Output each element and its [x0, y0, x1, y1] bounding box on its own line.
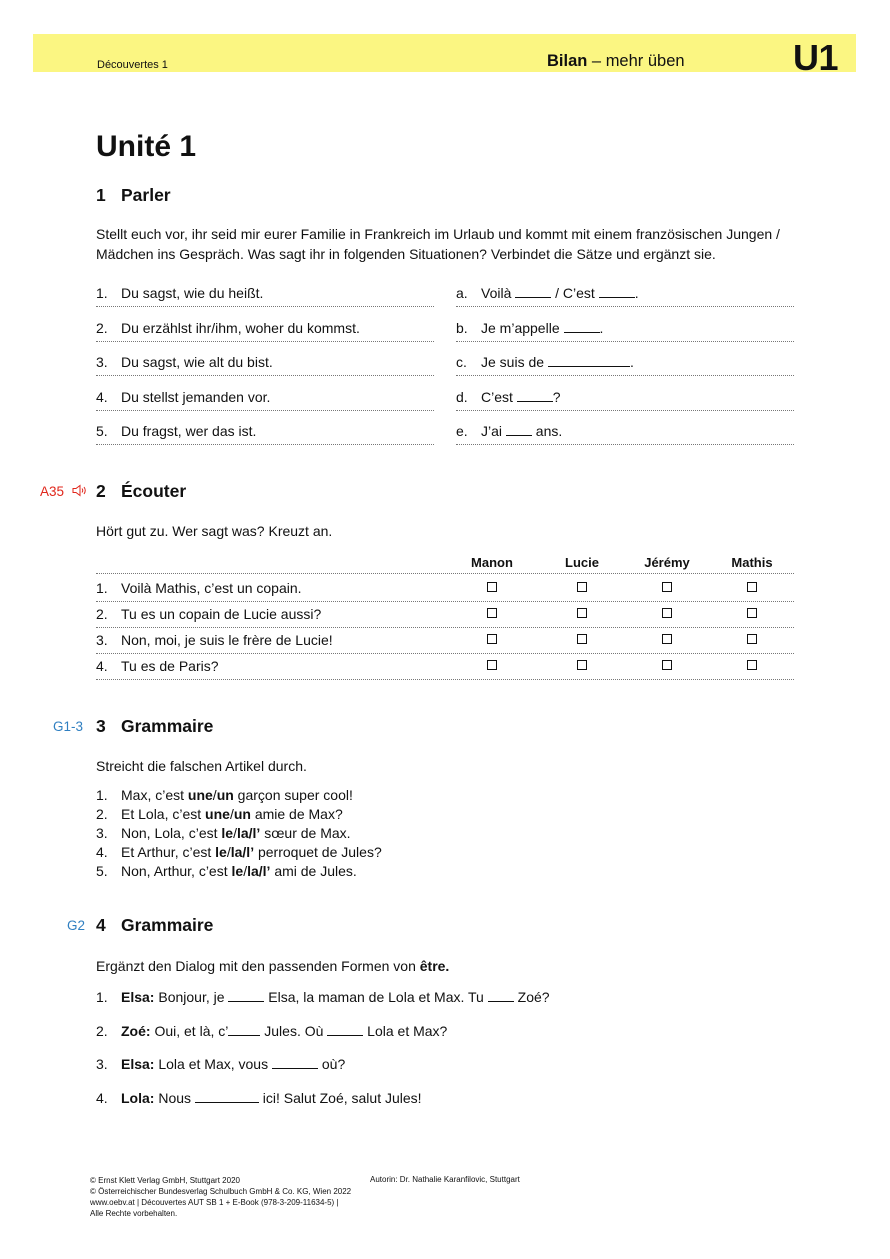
- fill-blank[interactable]: [228, 1021, 260, 1036]
- checkbox[interactable]: [662, 608, 672, 618]
- dialog-line-4: 4. Lola: Nous ici! Salut Zoé, salut Jules!: [96, 1090, 422, 1106]
- fill-blank[interactable]: [564, 318, 600, 333]
- footer-copyright: © Ernst Klett Verlag GmbH, Stuttgart 2020 © Österreichischer Bundesverlag Schulbuch GmbH & Co. KG, Wien 2022 www.oebv.at | Découvertes AUT SB 1 + E-Book (978-3-209-11634-5) | Alle Rechte vorbehalten.: [90, 1176, 352, 1218]
- footer-author: Autorin: Dr. Nathalie Karanfilovic, Stuttgart: [370, 1175, 520, 1184]
- table-row: 1. Voilà Mathis, c’est un copain.: [96, 575, 794, 602]
- parler-answer-e: e. J’ai ans.: [456, 418, 794, 445]
- list-item: 4. Et Arthur, c’est le/la/l’ perroquet de Jules?: [96, 844, 382, 860]
- section-1-heading: 1 Parler: [96, 185, 171, 205]
- checkbox[interactable]: [487, 608, 497, 618]
- checkbox[interactable]: [487, 582, 497, 592]
- table-top-rule: [96, 573, 794, 574]
- section-4-heading: 4 Grammaire: [96, 915, 214, 935]
- section-2-instructions: Hört gut zu. Wer sagt was? Kreuzt an.: [96, 523, 333, 539]
- parler-answer-a: a. Voilà / C’est .: [456, 280, 794, 307]
- parler-answer-c: c. Je suis de .: [456, 349, 794, 376]
- section-3-instructions: Streicht die falschen Artikel durch.: [96, 758, 307, 774]
- dialog-line-1: 1. Elsa: Bonjour, je Elsa, la maman de Lola et Max. Tu Zoé?: [96, 989, 550, 1005]
- series-name: Découvertes 1: [97, 59, 168, 71]
- unit-label: U1: [793, 37, 839, 78]
- checkbox[interactable]: [662, 634, 672, 644]
- header-band: [33, 34, 856, 78]
- checkbox[interactable]: [577, 634, 587, 644]
- fill-blank[interactable]: [488, 987, 514, 1002]
- article-list: [96, 786, 382, 881]
- parler-item-2: 2. Du erzählst ihr/ihm, woher du kommst.: [96, 315, 434, 342]
- checkbox[interactable]: [662, 660, 672, 670]
- parler-answer-b: b. Je m’appelle .: [456, 315, 794, 342]
- audio-ref: A35: [40, 484, 88, 499]
- bilan-title: Bilan – mehr üben: [547, 52, 685, 70]
- speaker-icon[interactable]: [72, 484, 88, 497]
- fill-blank[interactable]: [195, 1088, 259, 1103]
- fill-blank[interactable]: [515, 283, 551, 298]
- dialog-line-3: 3. Elsa: Lola et Max, vous où?: [96, 1056, 346, 1072]
- col-jeremy: Jérémy: [644, 555, 690, 570]
- table-row: 2. Tu es un copain de Lucie aussi?: [96, 601, 794, 628]
- checkbox[interactable]: [747, 608, 757, 618]
- page-title: Unité 1: [96, 130, 197, 163]
- parler-item-1: 1. Du sagst, wie du heißt.: [96, 280, 434, 307]
- col-manon: Manon: [471, 555, 513, 570]
- checkbox[interactable]: [747, 634, 757, 644]
- checkbox[interactable]: [747, 660, 757, 670]
- table-row: 4. Tu es de Paris?: [96, 653, 794, 680]
- parler-item-3: 3. Du sagst, wie alt du bist.: [96, 349, 434, 376]
- section-2-heading: 2 Écouter: [96, 481, 187, 501]
- checkbox[interactable]: [662, 582, 672, 592]
- list-item: 5. Non, Arthur, c’est le/la/l’ ami de Jules.: [96, 863, 357, 879]
- checkbox[interactable]: [577, 660, 587, 670]
- list-item: 3. Non, Lola, c’est le/la/l’ sœur de Max.: [96, 825, 351, 841]
- checkbox[interactable]: [487, 660, 497, 670]
- fill-blank[interactable]: [517, 387, 553, 402]
- fill-blank[interactable]: [272, 1054, 318, 1069]
- parler-item-4: 4. Du stellst jemanden vor.: [96, 384, 434, 411]
- checkbox[interactable]: [747, 582, 757, 592]
- checkbox[interactable]: [577, 582, 587, 592]
- section-4-instructions: Ergänzt den Dialog mit den passenden Formen von être.: [96, 958, 450, 974]
- section-3-heading: 3 Grammaire: [96, 716, 214, 736]
- checkbox[interactable]: [487, 634, 497, 644]
- section-1-instructions: Stellt euch vor, ihr seid mir eurer Familie in Frankreich im Urlaub und kommt mit einem französischen Jungen / Mädchen ins Gespräch. Was sagt ihr in folgenden Situationen? Verbindet die Sätze und ergänzt sie.: [96, 226, 780, 262]
- list-item: 2. Et Lola, c’est une/un amie de Max?: [96, 806, 343, 822]
- checkbox[interactable]: [577, 608, 587, 618]
- grammar-ref: G1-3: [53, 719, 84, 734]
- fill-blank[interactable]: [506, 421, 532, 436]
- grammar-ref: G2: [67, 918, 86, 933]
- fill-blank[interactable]: [228, 987, 264, 1002]
- fill-blank[interactable]: [548, 352, 630, 367]
- col-lucie: Lucie: [565, 555, 599, 570]
- table-row: 3. Non, moi, je suis le frère de Lucie!: [96, 627, 794, 654]
- fill-blank[interactable]: [599, 283, 635, 298]
- col-mathis: Mathis: [731, 555, 773, 570]
- list-item: 1. Max, c’est une/un garçon super cool!: [96, 787, 353, 803]
- fill-blank[interactable]: [327, 1021, 363, 1036]
- dialog-line-2: 2. Zoé: Oui, et là, c’ Jules. Où Lola et Max?: [96, 1023, 448, 1039]
- parler-item-5: 5. Du fragst, wer das ist.: [96, 418, 434, 445]
- parler-answer-d: d. C’est ?: [456, 384, 794, 411]
